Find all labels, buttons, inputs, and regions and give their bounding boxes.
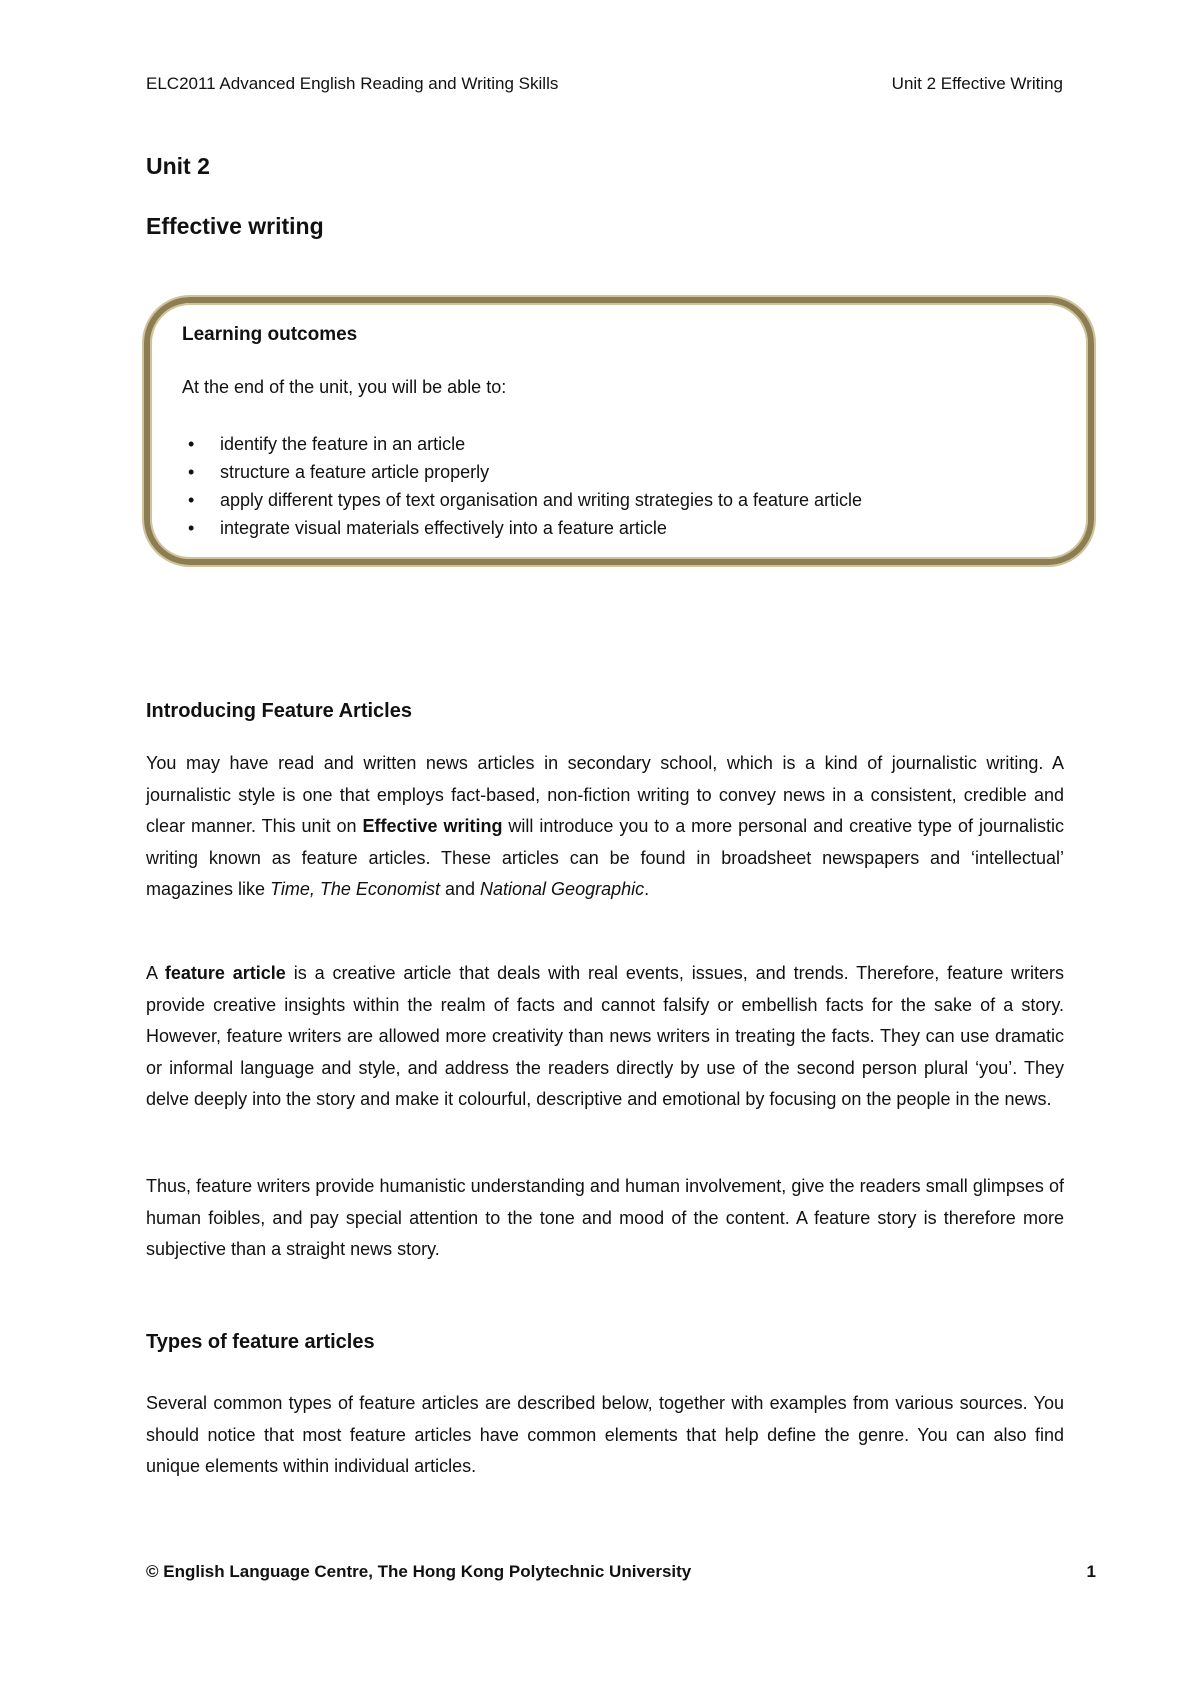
section-heading-introducing: Introducing Feature Articles	[146, 700, 412, 722]
learning-outcomes-title: Learning outcomes	[182, 324, 358, 345]
bullet-icon: •	[188, 434, 195, 454]
learning-outcome-item	[182, 514, 862, 542]
bullet-icon: •	[188, 518, 195, 538]
running-header-unit: Unit 2 Effective Writing	[891, 74, 1063, 93]
learning-outcome-item	[182, 458, 862, 486]
learning-outcomes-intro: At the end of the unit, you will be able to:	[182, 377, 507, 397]
intro-paragraph-2: A feature article is a creative article that deals with real events, issues, and trends. Therefore, feature writers provide creative insights within the realm of facts and cannot falsify or embellish facts for the sake of a story. However, feature writers are allowed more creativity than news writers in treating the facts. They can use dramatic or informal language and style, and address the readers directly by use of the second person plural ‘you’. They delve deeply into the story and make it colourful, descriptive and emotional by focusing on the people in the news.	[146, 963, 1064, 1109]
bullet-icon: •	[188, 462, 195, 482]
intro-paragraph-3: Thus, feature writers provide humanistic understanding and human involvement, give the readers small glimpses of human foibles, and pay special attention to the tone and mood of the content. A feature story is therefore more subjective than a straight news story.	[146, 1176, 1064, 1259]
learning-outcome-text: structure a feature article properly	[220, 462, 490, 482]
types-paragraph: Several common types of feature articles are described below, together with examples from various sources. You should notice that most feature articles have common elements that help define the genre. You can also find unique elements within individual articles.	[146, 1393, 1064, 1476]
page-number: 1	[1086, 1562, 1096, 1581]
learning-outcome-text: apply different types of text organisation and writing strategies to a feature article	[220, 490, 863, 510]
intro-paragraph-1: You may have read and written news articles in secondary school, which is a kind of journalistic writing. A journalistic style is one that employs fact-based, non-fiction writing to convey news in a consistent, credible and clear manner. This unit on Effective writing will introduce you to a more personal and creative type of journalistic writing known as feature articles. These articles can be found in broadsheet newspapers and ‘intellectual’ magazines like Time, The Economist and National Geographic.	[146, 753, 1064, 899]
learning-outcome-item	[182, 430, 862, 458]
unit-title-heading: Effective writing	[146, 213, 324, 239]
learning-outcomes-list	[182, 430, 862, 542]
bullet-icon: •	[188, 490, 195, 510]
running-header-course: ELC2011 Advanced English Reading and Writing Skills	[146, 74, 559, 93]
footer-copyright: © English Language Centre, The Hong Kong Polytechnic University	[146, 1562, 692, 1581]
unit-number-heading: Unit 2	[146, 153, 210, 179]
learning-outcome-item	[182, 486, 862, 514]
section-heading-types: Types of feature articles	[146, 1331, 375, 1353]
learning-outcome-text: identify the feature in an article	[220, 434, 466, 454]
learning-outcome-text: integrate visual materials effectively into a feature article	[220, 518, 667, 538]
